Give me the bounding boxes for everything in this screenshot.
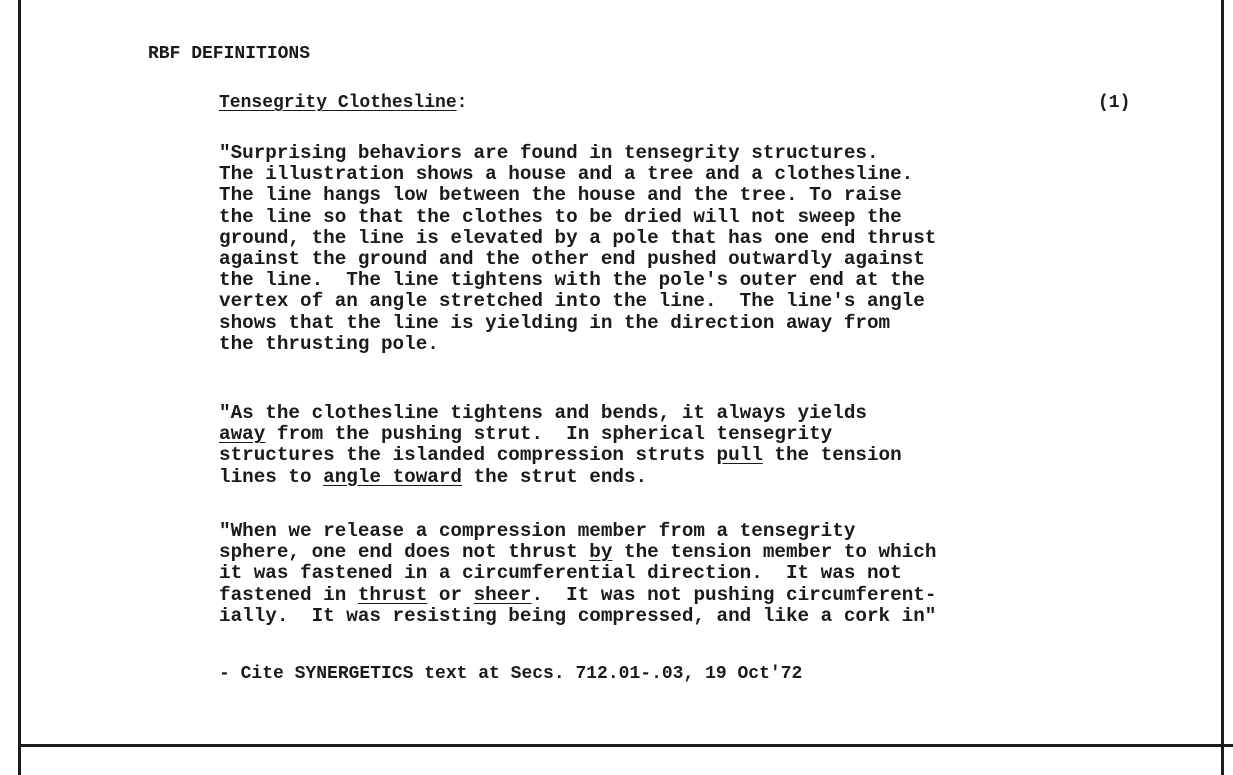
text-span: structures the islanded compression struts bbox=[219, 444, 717, 467]
underlined-word: pull bbox=[716, 444, 763, 467]
text-line: "Surprising behaviors are found in tensegrity structures. bbox=[219, 142, 879, 164]
card-bottom-border bbox=[18, 744, 1233, 747]
text-line: "As the clothesline tightens and bends, it always yields bbox=[219, 402, 867, 424]
text-span: the strut ends. bbox=[462, 465, 648, 488]
text-span: or bbox=[427, 583, 474, 606]
text-line: ially. It was resisting being compressed, and like a cork in" bbox=[219, 604, 937, 627]
entry-number: (1) bbox=[1098, 93, 1131, 113]
text-span: . It was not pushing circumferent- bbox=[531, 583, 937, 606]
text-line: The line hangs low between the house and the tree. To raise bbox=[219, 184, 902, 207]
text-line: vertex of an angle stretched into the line. The line's angle bbox=[219, 290, 925, 313]
text-line: the line. The line tightens with the pole's outer end at the bbox=[219, 269, 925, 292]
citation: - Cite SYNERGETICS text at Secs. 712.01-.03, 19 Oct'72 bbox=[219, 664, 803, 684]
text-line bbox=[219, 445, 1119, 466]
text-span: fastened in bbox=[219, 583, 358, 606]
text-span: the tension bbox=[762, 444, 902, 467]
text-line: against the ground and the other end pushed outwardly against bbox=[219, 248, 925, 271]
underlined-word: thrust bbox=[357, 583, 428, 606]
entry-term-colon: : bbox=[456, 93, 468, 113]
entry-heading bbox=[219, 93, 467, 113]
text-line bbox=[219, 585, 1119, 606]
quote-paragraph-2 bbox=[219, 403, 1119, 488]
text-line: ground, the line is elevated by a pole that has one end thrust bbox=[219, 226, 937, 249]
text-line bbox=[219, 424, 1119, 445]
text-line: "When we release a compression member from a tensegrity bbox=[219, 520, 856, 542]
underlined-word: away bbox=[219, 423, 266, 446]
card-left-border bbox=[18, 0, 21, 775]
card-right-border bbox=[1221, 0, 1224, 775]
entry-term: Tensegrity Clothesline bbox=[219, 93, 457, 113]
page-title: RBF DEFINITIONS bbox=[148, 44, 311, 64]
text-line: The illustration shows a house and a tree and a clothesline. bbox=[219, 163, 914, 186]
text-line bbox=[219, 467, 1119, 488]
text-span: lines to bbox=[219, 465, 324, 488]
text-line: shows that the line is yielding in the direction away from bbox=[219, 311, 891, 334]
quote-paragraph-3 bbox=[219, 521, 1119, 627]
text-line: the line so that the clothes to be dried will not sweep the bbox=[219, 205, 902, 228]
underlined-word: angle toward bbox=[323, 465, 462, 488]
text-span: the tension member to which bbox=[612, 541, 937, 564]
text-span: sphere, one end does not thrust bbox=[219, 541, 590, 564]
text-span: from the pushing strut. In spherical tensegrity bbox=[265, 423, 833, 446]
text-line: it was fastened in a circumferential direction. It was not bbox=[219, 562, 902, 585]
underlined-word: by bbox=[589, 541, 613, 564]
text-line bbox=[219, 542, 1119, 563]
quote-paragraph-1 bbox=[219, 143, 1119, 355]
underlined-word: sheer bbox=[473, 583, 532, 606]
text-line: the thrusting pole. bbox=[219, 332, 439, 355]
